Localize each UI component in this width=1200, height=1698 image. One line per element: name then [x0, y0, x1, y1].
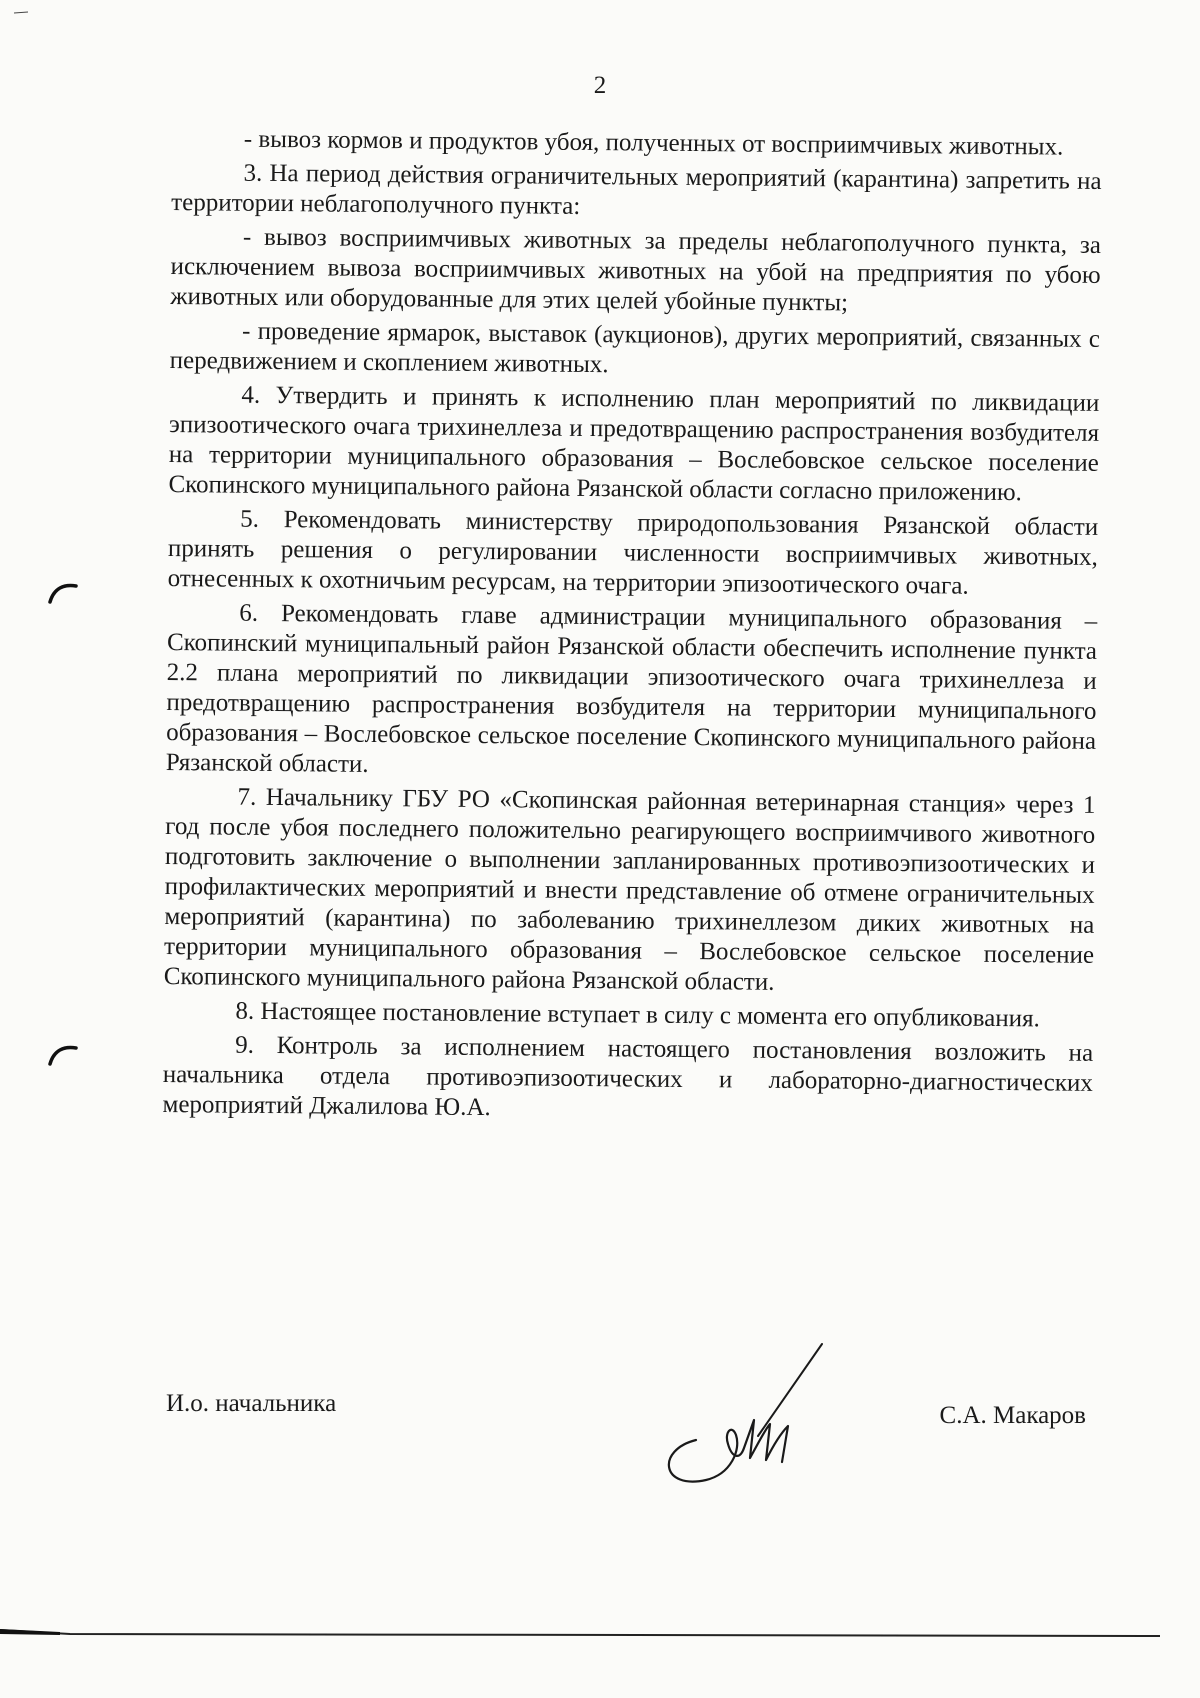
signatory-title: И.о. начальника: [166, 1390, 337, 1417]
scan-artifact-mark: [44, 578, 84, 608]
paragraph-item-5: 5. Рекомендовать министерству природопользования Рязанской области принять решения о регулировании численности восприимчивых животных, отнесенных к охотничьим ресурсам, на территории эпизоотического очага.: [167, 505, 1099, 600]
document-body: [162, 124, 1102, 1133]
paragraph-item-9: 9. Контроль за исполнением настоящего постановления возложить на начальника отдела противоэпизоотических и лабораторно-диагностических мероприятий Джалилова Ю.А.: [162, 1031, 1094, 1122]
scan-artifact-mark: [44, 1040, 84, 1070]
paragraph-export-animals: - вывоз восприимчивых животных за пределы неблагополучного пункта, за исключением вывоза восприимчивых животных на убой на предприятия по убою животных или оборудованные для этих целей убойные пункты;: [170, 223, 1102, 317]
paragraph-item-7: 7. Начальнику ГБУ РО «Скопинская районная ветеринарная станция» через 1 год после убоя последнего положительно реагирующего восприимчивого животного подготовить заключение о выполнении запланированных противоэпизоотических и профилактических мероприятий и внести представление об отмене ограничительных мероприятий (карантина) по заболеванию трихинеллезом диких животных на территории муниципального образования – Вослебовское сельское поселение Скопинского муниципального района Рязанской области.: [163, 783, 1096, 996]
paragraph-export-feed: - вывоз кормов и продуктов убоя, полученных от восприимчивых животных.: [243, 125, 1064, 161]
handwritten-signature-icon: [636, 1340, 836, 1490]
paragraph-item-3: 3. На период действия ограничительных мероприятий (карантина) запретить на территории неблагополучного пункта:: [171, 159, 1102, 220]
signature-block: [166, 1390, 1086, 1530]
paragraph-item-8: 8. Настоящее постановление вступает в силу с момента его опубликования.: [235, 997, 1040, 1033]
paragraph-item-6: 6. Рекомендовать главе администрации муниципального образования – Скопинский муниципальный район Рязанской области обеспечить исполнение пункта 2.2 плана мероприятий по ликвидации эпизоотического очага трихинеллеза и предотвращению распространения возбудителя на территории муниципального образования – Вослебовское сельское поселение Скопинского муниципального района Рязанской области.: [165, 599, 1098, 778]
paragraph-item-4: 4. Утвердить и принять к исполнению план мероприятий по ликвидации эпизоотического очага трихинеллеза и предотвращению распространения возбудителя на территории муниципального образования – Вослебовское сельское поселение Скопинского муниципального района Рязанской области согласно приложению.: [168, 381, 1100, 507]
paragraph-fairs-ban: - проведение ярмарок, выставок (аукционов), других мероприятий, связанных с передвижением и скоплением животных.: [169, 317, 1101, 379]
scan-artifact-mark: [12, 8, 32, 18]
page-number: 2: [593, 72, 607, 99]
signatory-name: С.А. Макаров: [939, 1402, 1086, 1429]
bottom-rule: [0, 1628, 1160, 1638]
